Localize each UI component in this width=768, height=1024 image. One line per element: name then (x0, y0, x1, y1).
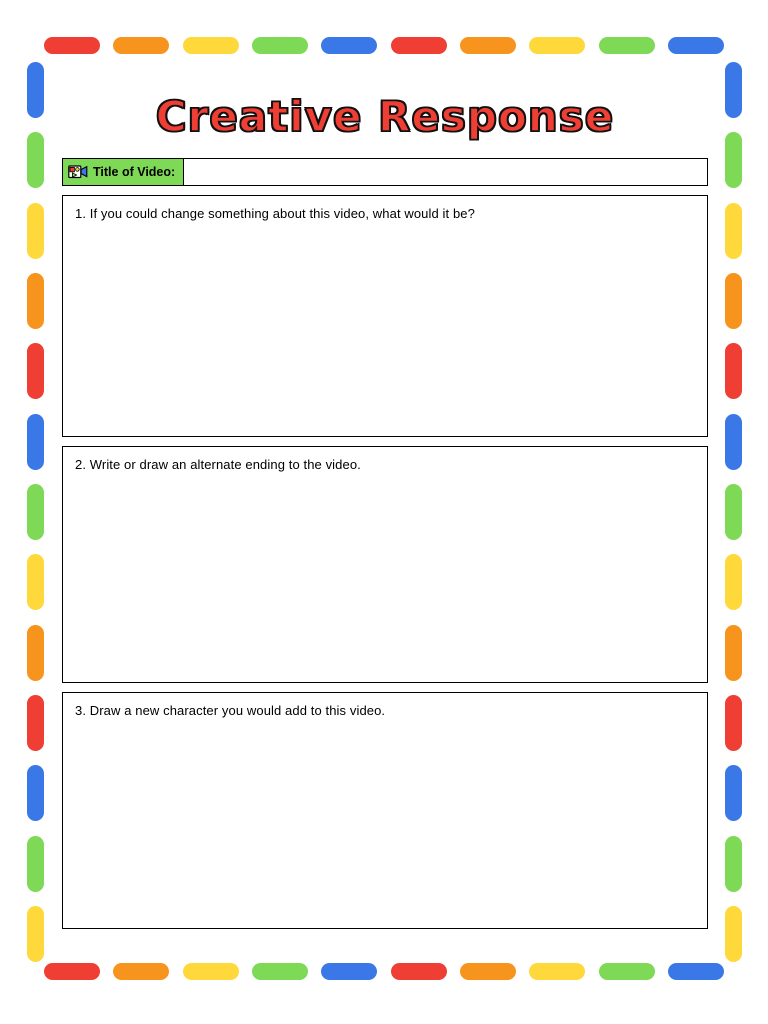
border-dash-top-5 (321, 37, 377, 54)
border-dash-top-3 (183, 37, 239, 54)
border-left (26, 62, 44, 962)
border-dash-right-9 (725, 625, 742, 681)
border-dash-left-12 (27, 836, 44, 892)
border-dash-left-8 (27, 554, 44, 610)
border-dash-top-2 (113, 37, 169, 54)
border-dash-bottom-3 (183, 963, 239, 980)
border-top (44, 36, 724, 54)
video-title-input[interactable] (184, 158, 708, 186)
border-dash-right-11 (725, 765, 742, 821)
border-dash-bottom-6 (391, 963, 447, 980)
question-box-3[interactable] (62, 692, 708, 929)
border-dash-right-10 (725, 695, 742, 751)
border-dash-right-3 (725, 203, 742, 259)
question-text-2: 2. Write or draw an alternate ending to the video. (75, 457, 361, 473)
border-dash-right-5 (725, 343, 742, 399)
question-text-1: 1. If you could change something about this video, what would it be? (75, 206, 475, 222)
border-dash-bottom-7 (460, 963, 516, 980)
border-dash-top-6 (391, 37, 447, 54)
border-dash-bottom-1 (44, 963, 100, 980)
border-dash-bottom-8 (529, 963, 585, 980)
video-camera-icon (68, 163, 88, 181)
question-text-3: 3. Draw a new character you would add to this video. (75, 703, 386, 719)
border-dash-left-10 (27, 695, 44, 751)
border-dash-bottom-5 (321, 963, 377, 980)
border-dash-bottom-2 (113, 963, 169, 980)
border-dash-left-13 (27, 906, 44, 962)
border-dash-left-11 (27, 765, 44, 821)
border-dash-left-5 (27, 343, 44, 399)
video-title-label: Title of Video: (93, 165, 176, 180)
border-dash-right-8 (725, 554, 742, 610)
border-dash-right-4 (725, 273, 742, 329)
worksheet-content (62, 80, 708, 929)
border-dash-left-4 (27, 273, 44, 329)
border-dash-bottom-10 (668, 963, 724, 980)
border-dash-top-8 (529, 37, 585, 54)
video-title-label-block (62, 158, 184, 186)
border-dash-left-7 (27, 484, 44, 540)
question-box-2[interactable] (62, 446, 708, 683)
border-dash-left-3 (27, 203, 44, 259)
border-dash-right-2 (725, 132, 742, 188)
border-dash-right-7 (725, 484, 742, 540)
border-dash-right-6 (725, 414, 742, 470)
border-right (724, 62, 742, 962)
question-box-1[interactable] (62, 195, 708, 437)
border-dash-top-9 (599, 37, 655, 54)
border-dash-left-2 (27, 132, 44, 188)
border-dash-top-10 (668, 37, 724, 54)
border-dash-top-4 (252, 37, 308, 54)
border-dash-left-6 (27, 414, 44, 470)
border-bottom (44, 962, 724, 980)
border-dash-right-12 (725, 836, 742, 892)
border-dash-top-1 (44, 37, 100, 54)
border-dash-left-9 (27, 625, 44, 681)
border-dash-right-1 (725, 62, 742, 118)
border-dash-bottom-4 (252, 963, 308, 980)
border-dash-right-13 (725, 906, 742, 962)
border-dash-left-1 (27, 62, 44, 118)
border-dash-top-7 (460, 37, 516, 54)
page-title: Creative Response (155, 92, 615, 141)
video-title-row (62, 158, 708, 186)
border-dash-bottom-9 (599, 963, 655, 980)
